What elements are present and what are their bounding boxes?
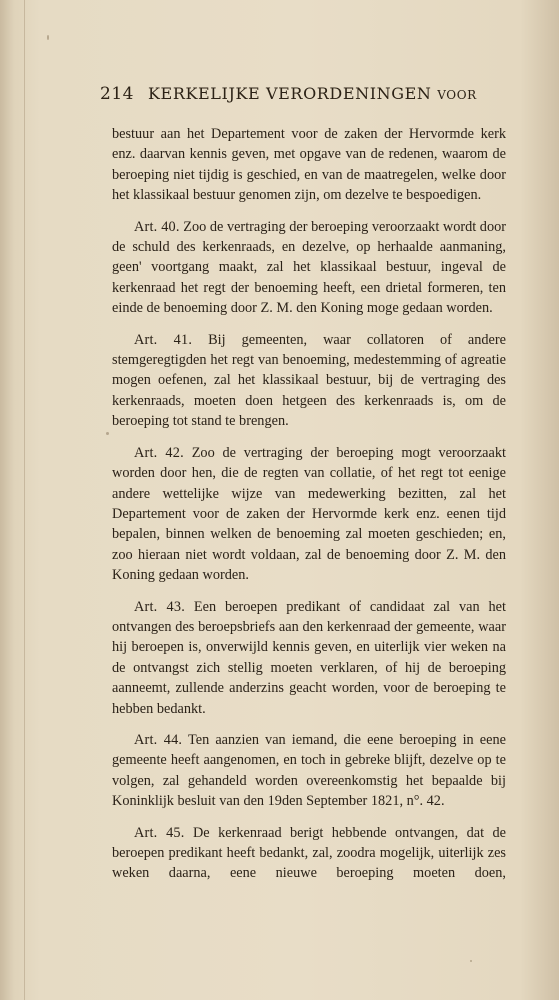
article-text: Een beroepen predikant of candidaat zal van het ontvangen des beroepsbriefs aan den kerkenraad der gemeente, waar hij beroepen is, onverwijld kennis geven, en uiterlijk vier weken na de ontvangst zich stellig moeten verklaren, of hij de beroeping aanneemt, zullende anderzins geacht worden, voor de beroeping te hebben bedankt. xyxy=(112,598,506,717)
article-text: Ten aanzien van iemand, die eene beroeping in eene gemeente heeft aangenomen, en toch in gebreke blijft, dezelve op te volgen, zal gehandeld worden overeenkomstig het bepaalde bij Koninklijk besluit van den 19den September 1821, n°. 42. xyxy=(112,731,506,810)
paper-speck xyxy=(106,432,109,435)
article-label: Art. 42. xyxy=(134,444,184,461)
paragraph-continuation xyxy=(112,124,506,206)
article-42 xyxy=(112,443,506,586)
article-label: Art. 43. xyxy=(134,598,185,615)
article-40 xyxy=(112,217,506,319)
page-header xyxy=(100,84,510,114)
article-label: Art. 40. xyxy=(134,218,180,235)
paper-speck xyxy=(47,35,49,40)
article-text: Bij gemeenten, waar collatoren of andere stemgeregtigden het regt van benoeming, medestemming of agreatie mogen oefenen, zal het klassikaal bestuur, bij de vertraging des kerkenraads, moeten doen hetgeen des kerkenraads is, om de beroeping tot stand te brengen. xyxy=(112,331,506,430)
article-43 xyxy=(112,597,506,719)
article-text: De kerkenraad berigt hebbende ontvangen, dat de beroepen predikant heeft bedankt, zal, zoodra mogelijk, uiterlijk zes weken daarna, eene nieuwe beroeping moeten doen, xyxy=(112,824,506,882)
running-title xyxy=(148,84,477,103)
paper-speck xyxy=(470,960,472,962)
page-gutter xyxy=(24,0,25,1000)
article-41 xyxy=(112,330,506,432)
article-text: Zoo de vertraging der beroeping veroorzaakt wordt door de schuld des kerkenraads, en dezelve, op herhaalde aanmaning, geen' voortgang maakt, zal het klassikaal bestuur, ingeval de kerkenraad het regt der benoeming heeft, een drietal formeren, ten einde de benoeming door Z. M. den Koning moge gedaan worden. xyxy=(112,218,507,317)
paragraph-text: bestuur aan het Departement voor de zaken der Hervormde kerk enz. daarvan kennis geven, met opgave van de redenen, waarom de beroeping niet tijdig is geschied, en van de maatregelen, welke door het klassikaal bestuur genomen zijn, om dezelve te bespoedigen. xyxy=(112,126,506,204)
article-44 xyxy=(112,730,506,812)
article-label: Art. 41. xyxy=(134,331,193,348)
article-label: Art. 45. xyxy=(134,824,185,841)
running-title-main: KERKELIJKE VERORDENINGEN xyxy=(148,84,432,103)
article-text: Zoo de vertraging der beroeping mogt veroorzaakt worden door hen, die de regten van collatie, of het regt tot eenige andere wettelijke wijze van medewerking bezitten, zal het Departement voor de zaken der Hervormde kerk enz. eenen tijd bepalen, binnen welken de benoeming zal moeten geschieden; en, zoo hieraan niet wordt voldaan, zal de benoeming door Z. M. den Koning gedaan worden. xyxy=(112,444,506,584)
article-45 xyxy=(112,823,506,884)
page-number: 214 xyxy=(100,84,134,104)
running-title-suffix: VOOR xyxy=(437,88,477,102)
page-body xyxy=(112,124,506,895)
article-label: Art. 44. xyxy=(134,731,183,748)
